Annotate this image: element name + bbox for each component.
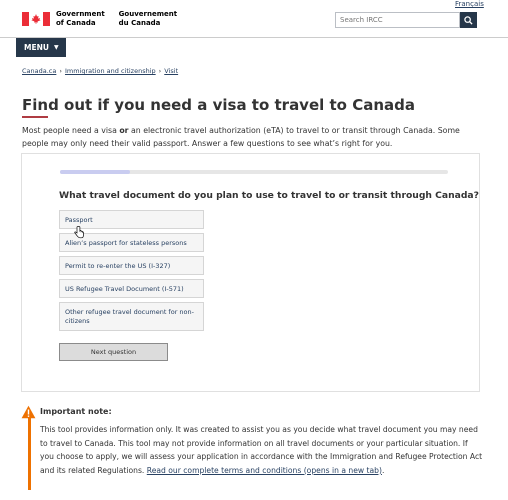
page-title: Find out if you need a visa to travel to Canada [22, 96, 415, 114]
canada-flag-icon [22, 12, 50, 26]
language-toggle-link[interactable]: Français [455, 0, 484, 8]
title-underline [22, 116, 48, 118]
search-bar [335, 12, 477, 28]
question-text: What travel document do you plan to use to travel to or transit through Canada? [59, 190, 479, 201]
menu-label: MENU [24, 43, 49, 52]
option-us-refugee-travel-document[interactable]: US Refugee Travel Document (I-571) [59, 279, 204, 298]
important-note-bar [28, 412, 31, 490]
breadcrumb-separator: › [158, 67, 162, 75]
government-of-canada-text: Government of Canada [56, 10, 105, 27]
progress-bar [60, 170, 448, 174]
breadcrumb-canada[interactable]: Canada.ca [22, 67, 57, 75]
progress-fill [60, 170, 130, 174]
option-permit-reenter-us[interactable]: Permit to re-enter the US (I-327) [59, 256, 204, 275]
option-aliens-passport[interactable]: Alien’s passport for stateless persons [59, 233, 204, 252]
option-passport[interactable]: Passport [59, 210, 204, 229]
intro-text: Most people need a visa or an electronic travel authorization (eTA) to travel to or transit through Canada. Some people may only need their valid passport. Answer a few questions to see what’s right for you. [22, 126, 460, 148]
breadcrumb-separator: › [59, 67, 62, 75]
important-note-body: This tool provides information only. It was created to assist you as you decide what travel document you may need to travel to Canada. This tool may not provide information on all travel documents or your particular situation. If you choose to apply, we will assess your application in accordance with the Immigration and Refugee Protection Act and its related Regulations. Read our complete terms and conditions (opens in a new tab). [40, 425, 483, 475]
search-icon [464, 16, 473, 25]
gouvernement-du-canada-text: Gouvernement du Canada [118, 10, 178, 27]
breadcrumb-visit[interactable]: Visit [164, 67, 179, 75]
questionnaire-panel [21, 153, 480, 392]
terms-and-conditions-link[interactable]: Read our complete terms and conditions (opens in a new tab) [146, 465, 382, 475]
option-other-refugee-document[interactable]: Other refugee travel document for non-citizens [59, 302, 204, 331]
government-of-canada-logo[interactable] [22, 10, 191, 28]
pointer-cursor-icon [74, 226, 84, 239]
menu-button[interactable] [16, 38, 66, 57]
warning-icon [21, 405, 36, 419]
breadcrumb-immigration[interactable]: Immigration and citizenship [64, 67, 156, 75]
next-question-button[interactable]: Next question [59, 343, 168, 361]
chevron-down-icon: ▼ [53, 44, 59, 51]
search-input[interactable] [335, 12, 460, 28]
breadcrumb [22, 67, 178, 75]
search-button[interactable] [460, 12, 477, 28]
header-divider [0, 37, 508, 38]
important-note-title: Important note: [40, 407, 112, 416]
